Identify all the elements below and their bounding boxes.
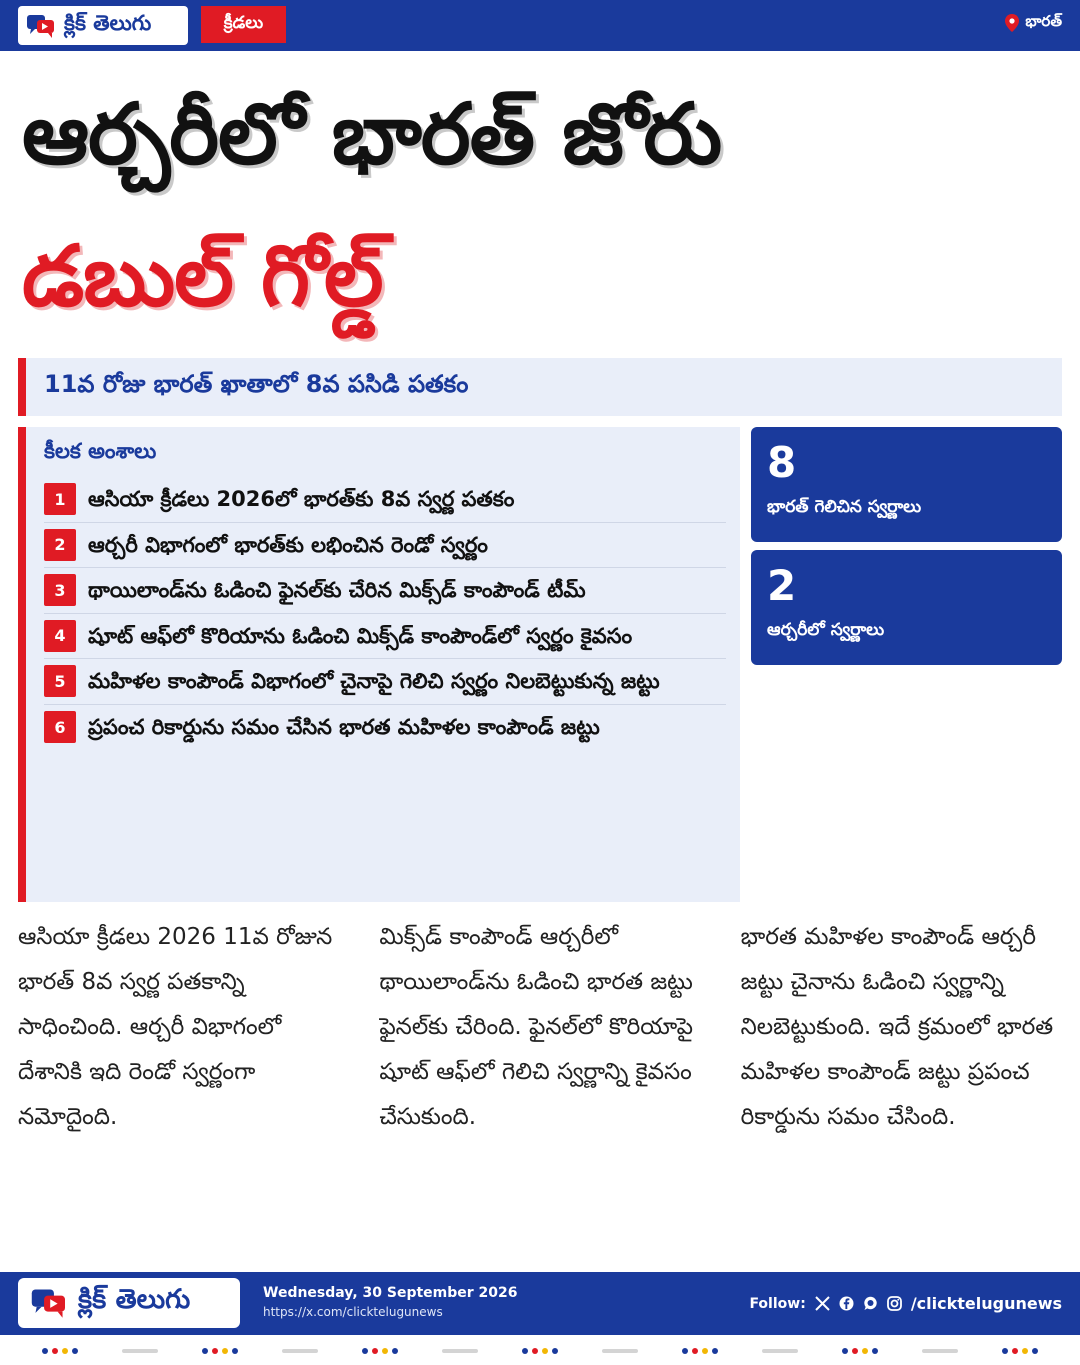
stat-label: ఆర్చరీలో స్వర్ణాలు: [767, 620, 885, 641]
stat-card-golds: [751, 427, 1062, 542]
key-point-item: [44, 614, 726, 660]
brand-name: క్లిక్ తెలుగు: [64, 10, 152, 35]
x-icon[interactable]: [815, 1296, 830, 1311]
stat-value: 2: [767, 561, 797, 610]
body-column-3: భారత మహిళల కాంపౌండ్ ఆర్చరీ జట్టు చైనాను ఓడించి స్వర్ణాన్ని నిలబెట్టుకుంది. ఇదే క్రమంలో భారత మహిళల కాంపౌండ్ జట్టు ప్రపంచ రికార్డును సమం చేసింది.: [740, 924, 1054, 1130]
location-tag: [1005, 12, 1062, 34]
publish-date: Wednesday, 30 September 2026: [263, 1285, 518, 1301]
brand-logo[interactable]: [18, 6, 188, 45]
key-point-item: [44, 568, 726, 614]
key-point-text: ప్రపంచ రికార్డును సమం చేసిన భారత మహిళల కాంపౌండ్ జట్టు: [88, 714, 600, 739]
dot-group: [682, 1348, 718, 1354]
top-bar: [0, 0, 1080, 51]
headline-line-1: ఆర్చరీలో భారత్ జోరు: [22, 85, 722, 183]
chat-bubble-logo-icon: [26, 13, 56, 39]
subtitle-text: 11వ రోజు భారత్ ఖాతాలో 8వ పసిడి పతకం: [44, 370, 469, 398]
facebook-icon[interactable]: [839, 1296, 854, 1311]
source-url[interactable]: https://x.com/clicktelugunews: [263, 1305, 443, 1319]
body-column-2: మిక్స్‌డ్ కాంపౌండ్ ఆర్చరీలో థాయిలాండ్‌ను ఓడించి భారత జట్టు ఫైనల్‌కు చేరింది. ఫైనల్‌లో కొరియాపై షూట్ ఆఫ్‌లో గెలిచి స్వర్ణాన్ని కైవసం చేసుకుంది.: [379, 924, 693, 1130]
key-point-text: మహిళల కాంపౌండ్ విభాగంలో చైనాపై గెలిచి స్వర్ణం నిలబెట్టుకున్న జట్టు: [88, 669, 660, 694]
divider-dash: [602, 1349, 638, 1353]
footer-bar: [0, 1272, 1080, 1335]
chat-bubble-logo-icon: [30, 1287, 68, 1319]
dot-group: [362, 1348, 398, 1354]
key-points-panel: [18, 427, 740, 902]
key-point-item: [44, 477, 726, 523]
divider-dash: [122, 1349, 158, 1353]
dot-group: [842, 1348, 878, 1354]
footer-brand-name: క్లిక్ తెలుగు: [78, 1284, 191, 1315]
key-point-text: షూట్ ఆఫ్‌లో కొరియాను ఓడించి మిక్స్‌డ్ కాంపౌండ్‌లో స్వర్ణం కైవసం: [88, 623, 633, 648]
key-point-item: [44, 705, 726, 750]
headline-line-2: డబుల్ గోల్డ్: [22, 227, 383, 325]
follow-label: Follow:: [749, 1295, 806, 1312]
key-point-number: 3: [44, 574, 76, 606]
key-point-text: థాయిలాండ్‌ను ఓడించి ఫైనల్‌కు చేరిన మిక్స్‌డ్ కాంపౌండ్ టీమ్: [88, 578, 586, 603]
key-point-number: 2: [44, 529, 76, 561]
decorative-dots-strip: [0, 1343, 1080, 1359]
article-body: [18, 915, 1062, 1140]
key-point-text: ఆసియా క్రీడలు 2026లో భారత్‌కు 8వ స్వర్ణ పతకం: [88, 487, 515, 511]
key-point-number: 5: [44, 665, 76, 697]
key-point-number: 6: [44, 711, 76, 743]
body-column-1: ఆసియా క్రీడలు 2026 11వ రోజున భారత్ 8వ స్వర్ణ పతకాన్ని సాధించింది. ఆర్చరీ విభాగంలో దేశానికి ఇది రెండో స్వర్ణంగా నమోదైంది.: [18, 924, 333, 1130]
location-text: భారత్: [1025, 12, 1062, 30]
divider-dash: [922, 1349, 958, 1353]
key-point-item: [44, 659, 726, 705]
footer-brand-logo[interactable]: [18, 1278, 240, 1328]
key-point-number: 4: [44, 620, 76, 652]
key-point-number: 1: [44, 483, 76, 515]
divider-dash: [762, 1349, 798, 1353]
dot-group: [1002, 1348, 1038, 1354]
key-point-item: [44, 523, 726, 569]
location-pin-icon: [1005, 14, 1019, 32]
stat-card-archery-golds: [751, 550, 1062, 665]
key-points-title: కీలక అంశాలు: [44, 439, 157, 463]
instagram-icon[interactable]: [887, 1296, 902, 1311]
divider-dash: [282, 1349, 318, 1353]
divider-dash: [442, 1349, 478, 1353]
social-handle[interactable]: /clicktelugunews: [910, 1294, 1062, 1313]
subtitle-strip: [18, 358, 1062, 416]
stat-label: భారత్ గెలిచిన స్వర్ణాలు: [767, 497, 922, 518]
whatsapp-icon[interactable]: [863, 1296, 878, 1311]
dot-group: [522, 1348, 558, 1354]
stat-value: 8: [767, 438, 797, 487]
social-follow: [749, 1294, 1062, 1313]
key-point-text: ఆర్చరీ విభాగంలో భారత్‌కు లభించిన రెండో స్వర్ణం: [88, 532, 488, 557]
category-badge[interactable]: క్రీడలు: [201, 6, 286, 43]
dot-group: [202, 1348, 238, 1354]
dot-group: [42, 1348, 78, 1354]
